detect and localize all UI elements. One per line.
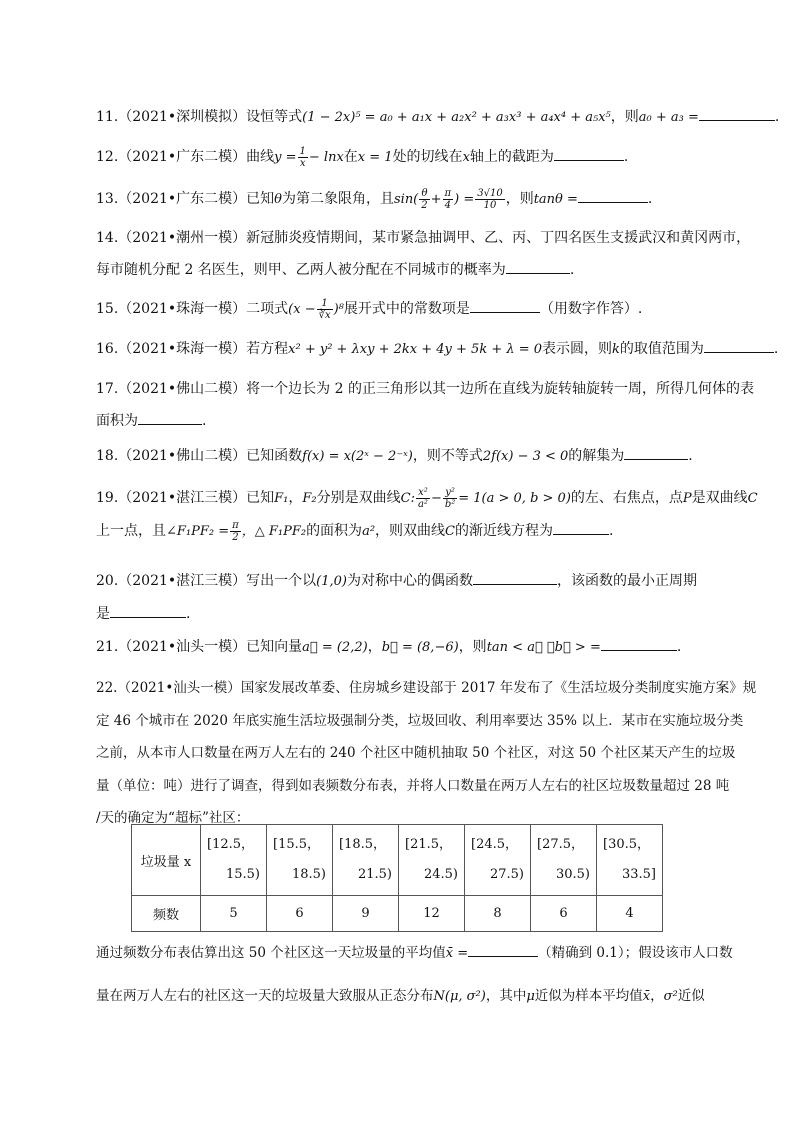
question-text: 已知向量 xyxy=(246,639,303,655)
question-16 xyxy=(96,333,779,366)
question-text: ，则 xyxy=(458,639,487,655)
question-text: . xyxy=(774,109,780,125)
question-20 xyxy=(96,565,716,630)
math-expression: k xyxy=(612,342,620,357)
question-number: 19. xyxy=(96,490,119,506)
question-text: 上一点，且 xyxy=(96,523,166,539)
question-text: ，则不等式 xyxy=(412,448,483,464)
question-source: （2021•汕头一模） xyxy=(118,639,247,655)
question-text: 为第二象限角，且 xyxy=(281,191,394,207)
question-source: （2021•汕头一模） xyxy=(117,680,241,696)
math-expression: )⁸ xyxy=(333,302,344,317)
question-text: . xyxy=(623,149,629,165)
question-text: 国家发展改革委、住房城乡建设部于 2017 年发布了《生活垃圾分类制度实施方案》规 xyxy=(240,680,757,696)
question-text: 的取值范围为 xyxy=(619,341,704,357)
math-expression: a² xyxy=(362,524,376,539)
question-number: 14. xyxy=(96,230,119,246)
math-expression: F₂ xyxy=(302,491,317,506)
question-number: 17. xyxy=(96,381,119,397)
fraction: $\frac{1}{∛x}$ xyxy=(318,297,331,321)
question-source: （2021•广东二模） xyxy=(118,191,247,207)
math-expression: − lnx xyxy=(308,150,344,165)
question-text: 已知函数 xyxy=(246,448,303,464)
math-expression: (1,0) xyxy=(316,574,347,589)
question-text: 在 xyxy=(343,149,358,165)
question-source: （2021•珠海一模） xyxy=(118,341,247,357)
math-expression: x xyxy=(462,150,470,165)
question-text: 展开式中的常数项是 xyxy=(343,301,470,317)
math-expression: tan < a⃗ ，b⃗ > = xyxy=(486,640,601,655)
question-text: 新冠肺炎疫情期间，某市紧急抽调甲、乙、丙、丁四名医生支援武汉和黄冈两市， xyxy=(246,230,751,246)
question-text: . xyxy=(676,639,682,655)
question-text: 处的切线在 xyxy=(392,149,463,165)
math-expression: N(μ, σ²) xyxy=(433,989,486,1004)
table-cell: 8 xyxy=(465,896,531,932)
math-expression: C xyxy=(445,524,455,539)
table-cell: [21.5， 24.5) xyxy=(399,825,465,896)
question-text: 的解集为 xyxy=(568,448,625,464)
math-expression: F₁ xyxy=(274,491,289,506)
question-text: ，其中 xyxy=(485,988,527,1004)
answer-blank[interactable] xyxy=(699,108,775,121)
question-text: ，则 xyxy=(610,109,639,125)
answer-blank[interactable] xyxy=(468,944,538,957)
question-text: ，则 xyxy=(505,191,534,207)
question-source: （2021•潮州一模） xyxy=(118,230,247,246)
answer-blank[interactable] xyxy=(578,190,648,203)
question-text: （用数字作答）. xyxy=(539,301,643,317)
math-expression: x̄ xyxy=(642,989,651,1004)
question-text: 分别是双曲线 xyxy=(316,490,401,506)
table-cell: [15.5， 18.5) xyxy=(267,825,333,896)
question-text: 轴上的截距为 xyxy=(469,149,554,165)
question-text: 通过频数分布表估算出这 50 个社区这一天垃圾量的平均值 xyxy=(96,945,446,961)
question-text: . xyxy=(186,606,191,622)
math-expression: sin( xyxy=(393,192,419,207)
question-number: 21. xyxy=(96,639,119,655)
table-row xyxy=(132,825,663,896)
question-15 xyxy=(96,293,716,326)
answer-blank[interactable] xyxy=(554,148,624,161)
question-text: ， xyxy=(650,988,664,1004)
math-expression: 2f(x) − 3 < 0 xyxy=(482,449,569,464)
table-cell: [24.5， 27.5) xyxy=(465,825,531,896)
answer-blank[interactable] xyxy=(470,300,540,313)
question-text: 的面积为 xyxy=(306,523,363,539)
question-text: 为对称中心的偶函数 xyxy=(346,573,473,589)
math-expression: x² + y² + λxy + 2kx + 4y + 5k + λ = 0 xyxy=(288,342,543,357)
math-expression: ，△ F₁PF₂ xyxy=(241,524,307,539)
math-expression: + xyxy=(430,192,442,207)
question-number: 15. xyxy=(96,301,119,317)
question-text: ，该函数的最小正周期 xyxy=(556,573,697,589)
math-expression: (1 − 2x)⁵ = a₀ + a₁x + a₂x² + a₃x³ + a₄x⁴ + a₅x⁵ xyxy=(302,110,611,125)
question-13 xyxy=(96,183,716,216)
math-expression: x = 1 xyxy=(357,150,393,165)
math-expression: b⃗ = (8,−6) xyxy=(381,640,459,655)
math-expression: ∠F₁PF₂ = xyxy=(166,524,230,539)
question-text: 设恒等式 xyxy=(246,109,303,125)
question-text: 量（单位：吨）进行了调查，得到如表频数分布表，并将人口数量在两万人左右的社区垃圾数量超过 28 吨 xyxy=(96,777,730,794)
table-cell: 5 xyxy=(201,896,267,932)
question-text: 已知 xyxy=(246,490,275,506)
fraction: $\frac{\text{x²}}{\text{a²}}$ xyxy=(417,486,428,510)
math-expression: a₀ + a₃ = xyxy=(638,110,699,125)
question-text: . xyxy=(569,262,575,278)
math-expression: y = xyxy=(274,150,297,165)
question-text: 近似 xyxy=(677,988,705,1004)
math-expression: μ xyxy=(526,989,535,1004)
question-text: 每市随机分配 2 名医生，则甲、乙两人被分配在不同城市的概率为 xyxy=(96,262,506,278)
table-header-cell: 垃圾量 x xyxy=(132,825,201,896)
math-expression: ) = xyxy=(454,192,475,207)
question-text: . xyxy=(202,413,207,429)
question-14 xyxy=(96,222,751,286)
question-text: 是 xyxy=(96,606,110,622)
question-18 xyxy=(96,440,716,473)
question-19 xyxy=(96,482,758,548)
question-text: 面积为 xyxy=(96,413,138,429)
question-number: 18. xyxy=(96,448,119,464)
table-cell: 9 xyxy=(333,896,399,932)
table-cell: [12.5， 15.5) xyxy=(201,825,267,896)
answer-blank[interactable] xyxy=(138,412,202,425)
fraction: $\frac{\theta}{2}$ xyxy=(421,187,428,211)
table-cell: 12 xyxy=(399,896,465,932)
answer-blank[interactable] xyxy=(110,605,186,618)
question-text: （精确到 0.1）；假设该市人口数 xyxy=(538,945,733,961)
math-expression: − xyxy=(430,491,442,506)
table-header-cell: 频数 xyxy=(132,896,201,932)
question-source: （2021•佛山二模） xyxy=(118,448,247,464)
question-source: （2021•珠海一模） xyxy=(118,301,247,317)
question-text: 近似为样本平均值 xyxy=(534,988,643,1004)
question-text: . xyxy=(647,191,653,207)
question-text: 表示圆，则 xyxy=(542,341,613,357)
question-source: （2021•湛江三模） xyxy=(118,573,247,589)
fraction: $\frac{\text{y²}}{\text{b²}}$ xyxy=(444,486,456,510)
math-expression: P xyxy=(682,491,692,506)
question-11 xyxy=(96,101,780,134)
answer-blank[interactable] xyxy=(624,447,688,460)
table-cell: 6 xyxy=(531,896,597,932)
question-text: 将一个边长为 2 的正三角形以其一边所在直线为旋转轴旋转一周，所得几何体的表 xyxy=(246,381,754,397)
question-number: 20. xyxy=(96,573,119,589)
answer-blank[interactable] xyxy=(473,572,557,585)
question-text: . xyxy=(608,523,614,539)
question-text: 定 46 个城市在 2020 年底实施生活垃圾强制分类，垃圾回收、利用率要达 35% 以上．某市在实施垃圾分类 xyxy=(96,712,744,729)
math-expression: tanθ = xyxy=(533,192,578,207)
table-row xyxy=(132,896,663,932)
question-12 xyxy=(96,141,716,174)
math-expression: x̄ = xyxy=(445,946,469,961)
fraction: $\frac{\pi}{4}$ xyxy=(444,187,452,211)
table-cell: 4 xyxy=(597,896,663,932)
question-number: 12. xyxy=(96,149,119,165)
answer-blank[interactable] xyxy=(601,638,677,651)
question-21 xyxy=(96,631,716,664)
math-expression: (x − xyxy=(288,302,316,317)
math-expression: C xyxy=(747,491,758,506)
question-text: 的渐近线方程为 xyxy=(454,523,553,539)
question-text: 若方程 xyxy=(246,341,289,357)
question-text: 写出一个以 xyxy=(246,573,317,589)
question-number: 13. xyxy=(96,191,119,207)
fraction: $\frac{\pi}{2}$ xyxy=(232,519,239,543)
answer-blank[interactable] xyxy=(506,261,570,274)
math-expression: f(x) = x(2ˣ − 2⁻ˣ) xyxy=(302,449,413,464)
table-cell: 6 xyxy=(267,896,333,932)
question-source: （2021•湛江三模） xyxy=(118,490,247,506)
math-expression: σ² xyxy=(663,989,678,1004)
question-text: 二项式 xyxy=(246,301,289,317)
question-text: 量在两万人左右的社区这一天的垃圾量大致服从正态分布 xyxy=(96,988,434,1004)
answer-blank[interactable] xyxy=(553,522,609,535)
fraction: $\frac{3√10}{10}$ xyxy=(477,187,503,211)
question-text: . xyxy=(773,341,779,357)
question-22 xyxy=(96,672,757,835)
frequency-table xyxy=(131,824,663,932)
question-source: （2021•广东二模） xyxy=(118,149,247,165)
question-text: 是双曲线 xyxy=(691,490,748,506)
question-source: （2021•佛山二模） xyxy=(118,381,247,397)
answer-blank[interactable] xyxy=(704,340,774,353)
question-source: （2021•深圳模拟） xyxy=(118,109,247,125)
question-text: ，则双曲线 xyxy=(375,523,446,539)
fraction: $\frac{1}{x}$ xyxy=(299,145,306,169)
math-expression: = 1(a > 0, b > 0) xyxy=(458,491,571,506)
question-text: ， xyxy=(367,639,382,655)
question-text: ， xyxy=(288,490,303,506)
math-expression: C: xyxy=(400,491,415,506)
table-cell: [27.5， 30.5) xyxy=(531,825,597,896)
question-number: 11. xyxy=(96,109,119,125)
table-cell: [18.5， 21.5) xyxy=(333,825,399,896)
question-text: 曲线 xyxy=(246,149,275,165)
question-22-continued xyxy=(96,932,733,1018)
question-17 xyxy=(96,373,754,437)
question-text: 已知 xyxy=(246,191,275,207)
question-number: 22. xyxy=(96,680,118,696)
math-expression: θ xyxy=(274,192,282,207)
question-number: 16. xyxy=(96,341,119,357)
table-cell: [30.5， 33.5] xyxy=(597,825,663,896)
question-text: 的左、右焦点，点 xyxy=(570,490,683,506)
question-text: /天的确定为“超标”社区： xyxy=(96,810,250,826)
question-text: 之前，从本市人口数量在两万人左右的 240 个社区中随机抽取 50 个社区，对这 50 个社区某天产生的垃圾 xyxy=(96,745,736,761)
question-text: . xyxy=(688,448,693,464)
math-expression: a⃗ = (2,2) xyxy=(302,640,368,655)
